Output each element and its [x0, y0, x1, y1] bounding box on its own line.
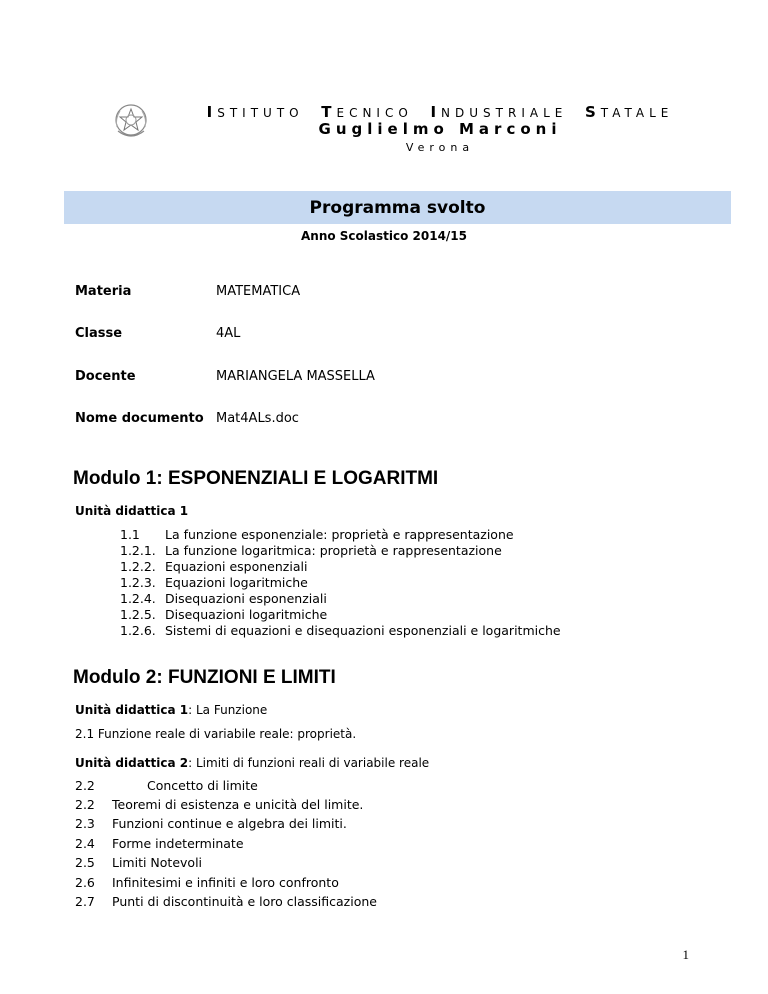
list-item: 2.2 Teoremi di esistenza e unicità del limite. [75, 797, 364, 812]
module-2-title: Modulo 2: FUNZIONI E LIMITI [73, 667, 336, 688]
meta-label-materia: Materia [75, 284, 132, 299]
list-item: 2.1 Funzione reale di variabile reale: proprietà. [75, 727, 357, 741]
module-1-unit-1-heading: Unità didattica 1 [75, 504, 189, 518]
document-title: Programma svolto [309, 197, 486, 218]
school-name: Guglielmo Marconi [318, 120, 562, 138]
list-item: 2.3 Funzioni continue e algebra dei limiti. [75, 816, 347, 831]
meta-label-docente: Docente [75, 369, 136, 384]
list-item: 2.4 Forme indeterminate [75, 836, 244, 851]
list-item: 2.5 Limiti Notevoli [75, 855, 203, 870]
school-city: Verona [405, 141, 475, 154]
meta-value-nome-documento: Mat4ALs.doc [216, 411, 299, 426]
list-item: 1.2.6. Sistemi di equazioni e disequazioni esponenziali e logaritmiche [120, 623, 561, 638]
list-item: 1.2.1. La funzione logaritmica: proprietà e rappresentazione [120, 543, 502, 558]
meta-value-materia: MATEMATICA [216, 284, 301, 299]
school-year: Anno Scolastico 2014/15 [300, 229, 467, 243]
list-item: 1.2.2. Equazioni esponenziali [120, 559, 308, 574]
list-item: 1.2.3. Equazioni logaritmiche [120, 575, 308, 590]
module-2-unit-1-heading: Unità didattica 1: La Funzione [75, 703, 268, 717]
meta-label-nome-documento: Nome documento [75, 411, 204, 426]
module-1-title: Modulo 1: ESPONENZIALI E LOGARITMI [73, 468, 439, 489]
list-item: 1.1 La funzione esponenziale: proprietà e rappresentazione [120, 527, 514, 542]
list-item: 1.2.4. Disequazioni esponenziali [120, 591, 327, 606]
meta-value-docente: MARIANGELA MASSELLA [216, 369, 375, 384]
document-title-banner [64, 191, 731, 224]
list-item: 2.7 Punti di discontinuità e loro classificazione [75, 894, 377, 909]
institute-type-line: ISTITUTO TECNICO INDUSTRIALE STATALE [206, 103, 674, 121]
list-item: 1.2.5. Disequazioni logaritmiche [120, 607, 328, 622]
meta-label-classe: Classe [75, 326, 123, 341]
module-2-unit-2-heading: Unità didattica 2: Limiti di funzioni reali di variabile reale [75, 756, 430, 770]
page-number: 1 [682, 947, 689, 962]
list-item: 2.6 Infinitesimi e infiniti e loro confronto [75, 875, 339, 890]
list-item: 2.2 Concetto di limite [75, 778, 258, 793]
meta-value-classe: 4AL [216, 326, 241, 341]
